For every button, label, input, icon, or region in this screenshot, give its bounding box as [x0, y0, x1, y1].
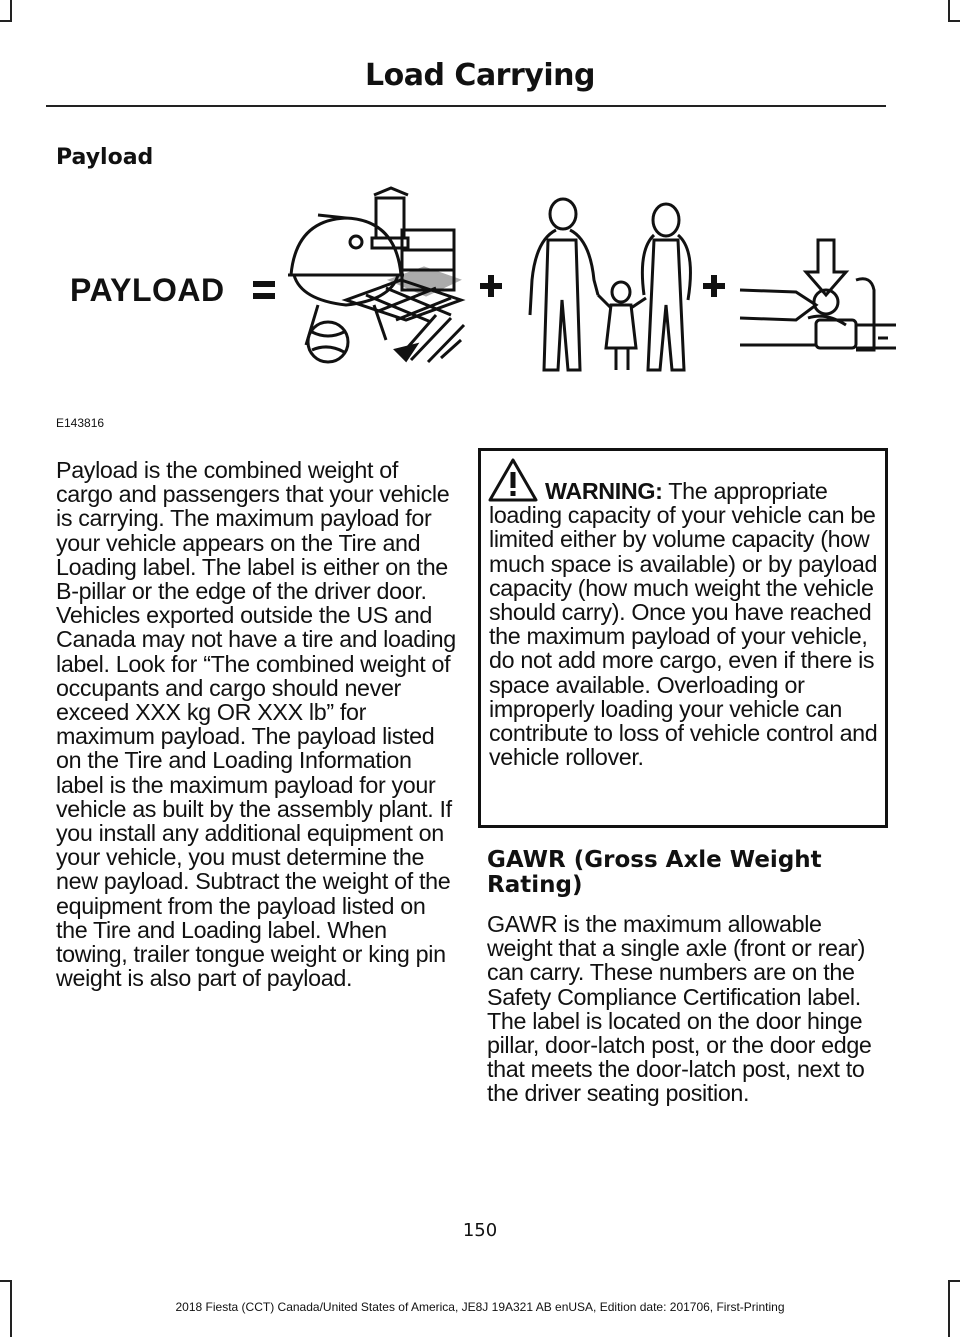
payload-illustration: [56, 180, 896, 390]
crop-mark: [948, 20, 960, 22]
crop-mark: [0, 20, 12, 22]
woman-figure-icon: [642, 204, 690, 370]
warning-label: WARNING:: [545, 478, 663, 504]
crop-mark: [0, 1280, 12, 1282]
page-header-title: Load Carrying: [365, 58, 595, 93]
section-title: Payload: [56, 145, 154, 170]
crop-mark: [948, 1280, 960, 1282]
warning-text: [489, 479, 885, 769]
plus-icon: [703, 275, 725, 297]
warning-body: The appropriate loading capacity of your vehicle can be limited either by volume capacity (how much space is available) or by payload capacity (how much weight the vehicle should carry). Once you have reached the maximum payload of your vehicle, do not add more cargo, even if there is space available. Overloading or improperly loading your vehicle can contribute to loss of vehicle control and vehicle rollover.: [489, 478, 878, 771]
man-figure-icon: [530, 199, 598, 370]
payload-figure: [56, 180, 896, 390]
figure-payload-label: PAYLOAD: [70, 272, 225, 308]
tools-icon: [396, 315, 464, 362]
footer-text: 2018 Fiesta (CCT) Canada/United States of America, JE8J 19A321 AB enUSA, Edition date: 201706, First-Printing: [175, 1300, 785, 1314]
crop-mark: [948, 0, 950, 22]
page-number: 150: [462, 1220, 498, 1241]
trailer-hitch-icon: [740, 279, 896, 350]
gawr-paragraph: GAWR is the maximum allowable weight that a single axle (front or rear) can carry. These numbers are on the Safety Compliance Certification label. The label is located on the door hinge pillar, door-latch post, or the door edge that meets the door-latch post, next to the driver seating position.: [487, 911, 872, 1107]
plus-icon: [480, 275, 502, 297]
equals-icon: [253, 281, 275, 299]
child-figure-icon: [598, 282, 646, 370]
header-rule: [46, 105, 886, 107]
ball-icon: [308, 322, 348, 362]
grill-icon: [288, 215, 404, 345]
figure-id: E143816: [56, 416, 105, 430]
down-arrow-icon: [806, 240, 846, 295]
payload-paragraph: Payload is the combined weight of cargo and passengers that your vehicle is carrying. The maximum payload for your vehicle appears on the Tire and Loading label. The label is either on the B-pillar or the edge of the driver door. Vehicles exported outside the US and Canada may not have a tire and loading label. Look for “The combined weight of occupants and cargo should never exceed XXX kg OR XXX lb” for maximum payload. The payload listed on the Tire and Loading Information label is the maximum payload for your vehicle as built by the assembly plant. If you install any additional equipment on your vehicle, you must determine the new payload. Subtract the weight of the equipment from the payload listed on the Tire and Loading label. When towing, trailer tongue weight or king pin weight is also part of payload.: [56, 457, 456, 992]
warning-box: [478, 448, 888, 828]
gawr-heading: GAWR (Gross Axle Weight Rating): [487, 847, 822, 898]
crop-mark: [10, 0, 12, 22]
